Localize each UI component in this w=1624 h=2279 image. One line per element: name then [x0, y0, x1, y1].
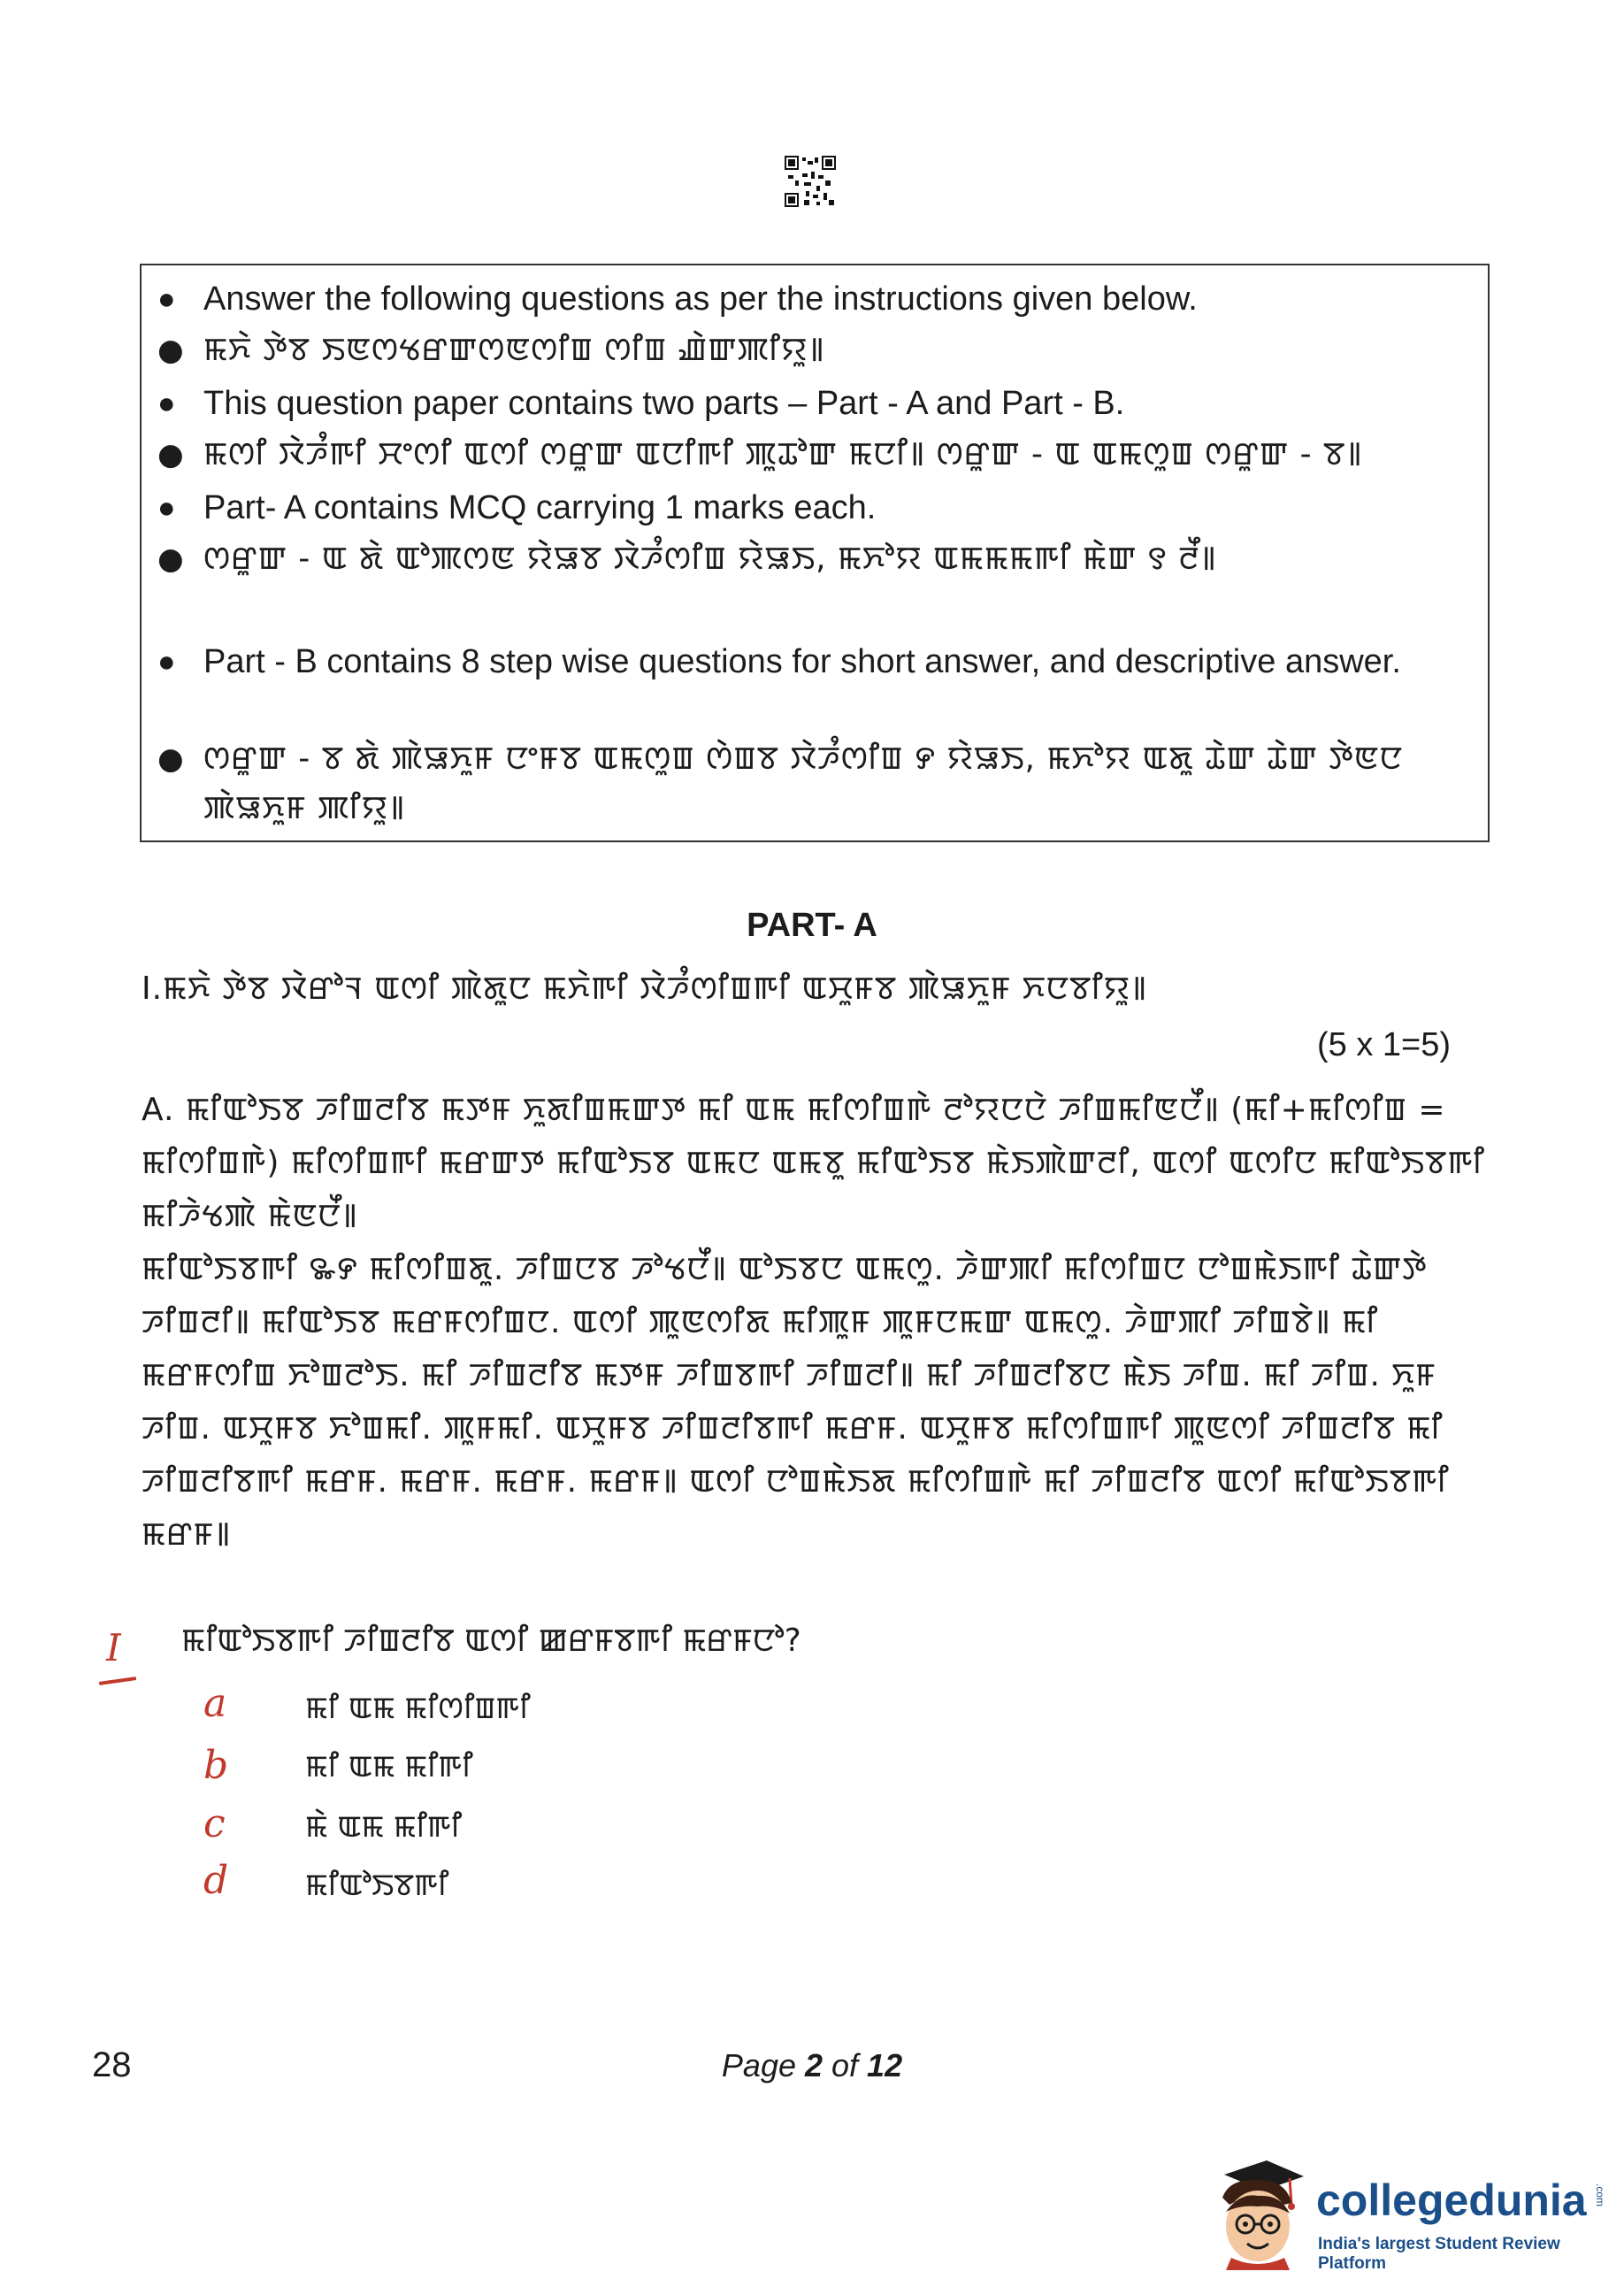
instructions-box	[140, 264, 1490, 842]
page-left-number: 28	[92, 2045, 132, 2084]
option-text: ꯃꯤ ꯑꯃ ꯃꯤꯒꯤ	[305, 1749, 473, 1784]
instruction-text: Answer the following questions as per the instructions given below.	[203, 280, 1198, 318]
option-text: ꯃꯤꯑꯣꯏꯕꯒꯤ	[305, 1868, 449, 1903]
option-text: ꯃꯥ ꯑꯃ ꯃꯤꯒꯤ	[305, 1809, 463, 1845]
instruction-item	[157, 274, 1459, 324]
bullet-icon: ●	[157, 387, 176, 420]
bullet-icon: ●	[157, 333, 185, 368]
instruction-text: This question paper contains two parts – Part - A and Part - B.	[203, 385, 1125, 422]
page-total: 12	[867, 2047, 903, 2083]
instruction-item	[157, 483, 1459, 533]
instruction-item	[157, 734, 1459, 833]
logo-tagline: India's largest Student Review Platform	[1318, 2235, 1560, 2273]
collegedunia-logo[interactable]	[1205, 2159, 1612, 2273]
passage-paragraph: A. ꯃꯤꯑꯣꯏꯕ ꯍꯤꯡꯂꯤꯕ ꯃꯇꯝ ꯈꯨꯗꯤꯡꯃꯛꯇ ꯃꯤ ꯑꯃ ꯃꯤꯁꯤꯡꯒꯥ ꯂꯣꯌꯅꯅꯥ ꯍꯤꯡꯃꯤꯟꯅꯩ꯫ (ꯃꯤ+ꯃꯤꯁꯤꯡ = ꯃꯤꯁꯤꯡꯒꯥ) ꯃꯤꯁꯤꯡꯒꯤ ꯃꯔꯛꯇ ꯃꯤꯑꯣꯏꯕ ꯑꯃꯅ ꯑꯃꯕꯨ ꯃꯤꯑꯣꯏꯕ ꯃꯥꯏꯄꯥꯛꯂꯤ, ꯑꯁꯤ ꯑꯁꯤꯅ ꯃꯤꯑꯣꯏꯕꯒꯤ ꯃꯤꯍꯥꯠꯄꯥ ꯃꯥꯟꯅꯩ꯫	[142, 1092, 1485, 1234]
instruction-text: ꯁꯔꯨꯛ - ꯕ ꯗꯥ ꯄꯥꯎꯈꯨꯝ ꯅꯦꯝꯕ ꯑꯃꯁꯨꯡ ꯁꯥꯡꯕ ꯋꯥꯍꯪꯁꯤꯡ ꯸ ꯌꯥꯎꯏ, ꯃꯈꯣꯌ ꯑꯗꯨ ꯊꯥꯛ ꯊꯥꯛ ꯇꯥꯟꯅ ꯄꯥꯎꯈꯨꯝ ꯄꯤꯌꯨ꯫	[203, 740, 1403, 826]
option-letter: d	[203, 1858, 229, 1903]
instruction-item	[157, 326, 1459, 375]
instruction-text: Part- A contains MCQ carrying 1 marks each.	[203, 489, 877, 526]
instruction-text: ꯁꯔꯨꯛ - ꯑ ꯗꯥ ꯑꯣꯄꯁꯟ ꯌꯥꯎꯕ ꯋꯥꯍꯪꯁꯤꯡ ꯌꯥꯎꯏ, ꯃꯈꯣꯌ ꯑꯃꯃꯃꯒꯤ ꯃꯥꯛ ꯱ ꯂꯩ꯫	[203, 541, 1217, 577]
instruction-text: ꯃꯁꯤ ꯋꯥꯍꯪꯒꯤ ꯆꯦꯁꯤ ꯑꯁꯤ ꯁꯔꯨꯛ ꯑꯅꯤꯒꯤ ꯄꯨꯊꯣꯛ ꯃꯅꯤ꯫ ꯁꯔꯨꯛ - ꯑ ꯑꯃꯁꯨꯡ ꯁꯔꯨꯛ - ꯕ꯫	[203, 436, 1363, 472]
bullet-icon: ●	[157, 282, 176, 316]
instruction-text: ꯃꯈꯥ ꯇꯥꯕ ꯏꯟꯁꯠꯔꯛꯁꯟꯁꯤꯡ ꯁꯤꯡ ꯉꯥꯛꯄꯤꯌꯨ꯫	[203, 332, 825, 368]
instruction-item	[157, 430, 1459, 480]
qr-code-icon	[785, 156, 836, 207]
mascot-icon	[1205, 2159, 1309, 2270]
section-heading: I.ꯃꯈꯥ ꯇꯥꯕ ꯋꯥꯔꯣꯜ ꯑꯁꯤ ꯄꯥꯗꯨꯅ ꯃꯈꯥꯒꯤ ꯋꯥꯍꯪꯁꯤꯡꯒꯤ ꯑꯆꯨꯝꯕ ꯄꯥꯎꯈꯨꯝ ꯈꯅꯕꯤꯌꯨ꯫	[142, 971, 1148, 1007]
page-current: 2	[804, 2047, 823, 2083]
option-text: ꯃꯤ ꯑꯃ ꯃꯤꯁꯤꯡꯒꯤ	[305, 1691, 531, 1726]
bullet-icon: ●	[157, 437, 185, 472]
page-indicator	[0, 2047, 1624, 2084]
part-title: PART- A	[747, 907, 877, 944]
question-number: I	[106, 1626, 121, 1669]
bullet-icon: ●	[157, 541, 185, 577]
instruction-text: Part - B contains 8 step wise questions for short answer, and descriptive answer.	[203, 643, 1401, 680]
bullet-icon: ●	[157, 491, 176, 525]
page-prefix: Page	[721, 2047, 805, 2083]
passage	[142, 1084, 1486, 1562]
option-letter: b	[203, 1743, 229, 1788]
instruction-item	[157, 637, 1459, 687]
passage-paragraph: ꯃꯤꯑꯣꯏꯕꯒꯤ ꯳꯸ ꯃꯤꯁꯤꯡꯗꯨ. ꯍꯤꯡꯅꯕ ꯍꯣꯠꯅꯩ꯫ ꯑꯣꯏꯕꯅ ꯑꯃꯁꯨ. ꯍꯥꯛꯄꯤ ꯃꯤꯁꯤꯡꯅ ꯅꯣꯡꯃꯥꯏꯒꯤ ꯊꯥꯛꯇꯥ ꯍꯤꯡꯂꯤ꯫ ꯃꯤꯑꯣꯏꯕ ꯃꯔꯝꯁꯤꯡꯅ. ꯑꯁꯤ ꯄꯨꯟꯁꯤꯗ ꯃꯤꯄꯨꯝ ꯄꯨꯝꯅꯃꯛ ꯑꯃꯁꯨ. ꯍꯥꯛꯄꯤ ꯍꯤꯡꯕꯥ꯫ ꯃꯤ ꯃꯔꯝꯁꯤꯡ ꯈꯣꯡꯂꯣꯏ. ꯃꯤ ꯍꯤꯡꯂꯤꯕ ꯃꯇꯝ ꯍꯤꯡꯕꯒꯤ ꯍꯤꯡꯂꯤ꯫ ꯃꯤ ꯍꯤꯡꯂꯤꯕꯅ ꯃꯥꯏ ꯍꯤꯡ. ꯃꯤ ꯍꯤꯡ. ꯈꯨꯝ ꯍꯤꯡ. ꯑꯆꯨꯝꯕ ꯈꯣꯡꯃꯤ. ꯄꯨꯝꯃꯤ. ꯑꯆꯨꯝꯕ ꯍꯤꯡꯂꯤꯕꯒꯤ ꯃꯔꯝ. ꯑꯆꯨꯝꯕ ꯃꯤꯁꯤꯡꯒꯤ ꯄꯨꯟꯁꯤ ꯍꯤꯡꯂꯤꯕ ꯃꯤ ꯍꯤꯡꯂꯤꯕꯒꯤ ꯃꯔꯝ. ꯃꯔꯝ. ꯃꯔꯝ. ꯃꯔꯝ꯫ ꯑꯁꯤ ꯅꯣꯡꯃꯥꯏꯗ ꯃꯤꯁꯤꯡꯒꯥ ꯃꯤ ꯍꯤꯡꯂꯤꯕ ꯑꯁꯤ ꯃꯤꯑꯣꯏꯕꯒꯤ ꯃꯔꯝ꯫	[142, 1251, 1450, 1553]
option-letter: a	[203, 1681, 227, 1726]
option-letter: c	[203, 1801, 226, 1846]
logo-dotcom: .com	[1594, 2183, 1606, 2207]
marks-label: (5 x 1=5)	[1316, 1026, 1451, 1063]
handwritten-underline	[99, 1677, 136, 1685]
instruction-item	[157, 379, 1459, 428]
bullet-icon: ●	[157, 741, 185, 777]
question-text: ꯃꯤꯑꯣꯏꯕꯒꯤ ꯍꯤꯡꯂꯤꯕ ꯑꯁꯤ ꯀꯔꯝꯕꯒꯤ ꯃꯔꯝꯅꯣ?	[181, 1623, 801, 1659]
logo-name: collegedunia	[1316, 2175, 1587, 2225]
instruction-item	[157, 534, 1459, 584]
bullet-icon: ●	[157, 645, 176, 679]
page-mid: of	[823, 2047, 868, 2083]
